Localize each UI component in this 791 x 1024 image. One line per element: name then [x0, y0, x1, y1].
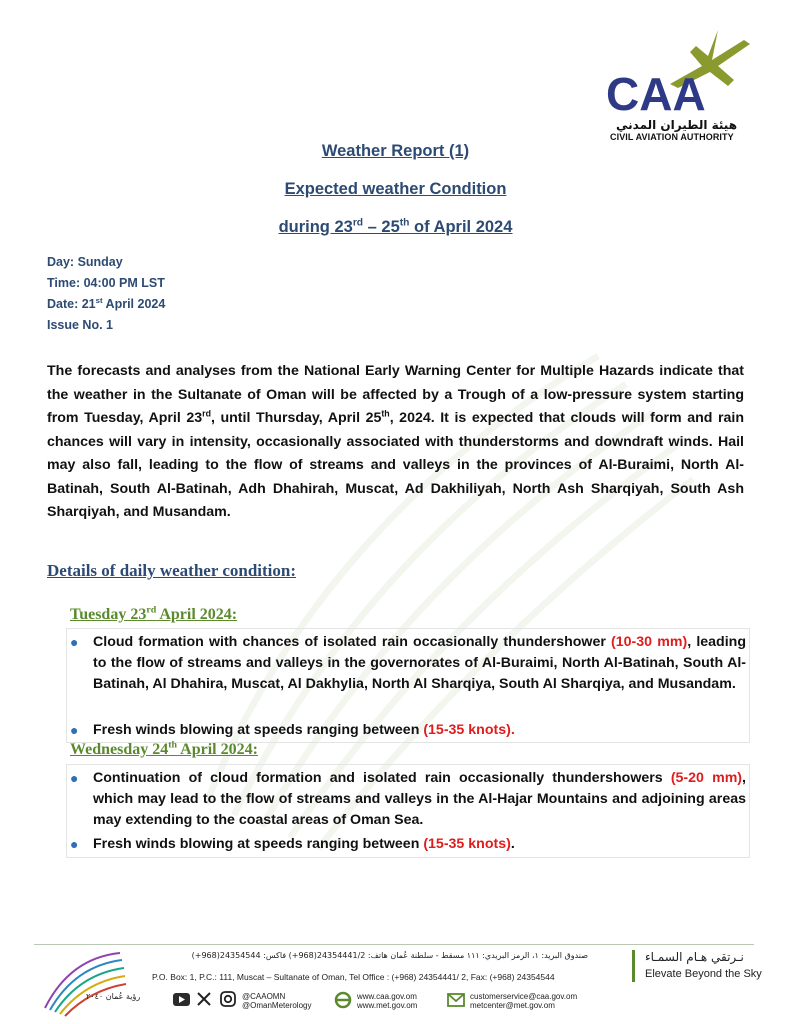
email-links	[470, 992, 577, 1010]
x-twitter-icon[interactable]	[197, 992, 211, 1006]
wednesday-heading: Wednesday 24th April 2024:	[70, 739, 258, 758]
footer-divider	[34, 944, 754, 945]
logo-english-name: CIVIL AVIATION AUTHORITY	[610, 132, 734, 142]
email-link-metcenter[interactable]: metcenter@met.gov.om	[470, 1001, 555, 1010]
bullet-icon: ●	[70, 634, 79, 650]
tuesday-bullet-wind: ● Fresh winds blowing at speeds ranging between (15-35 knots).	[70, 720, 746, 741]
report-subtitle-text: Expected weather Condition	[284, 180, 507, 198]
intro-paragraph: The forecasts and analyses from the National Early Warning Center for Multiple Hazards indicate that the weather in the Sultanate of Oman will be affected by a Trough of a low-pressure system starting from Tuesday, April 23rd, until Thursday, April 25th, 2024. It is expected that clouds will form and rain chances will vary in intensity, occasionally associated with thunderstorms and downdraft winds. Hail may also fall, leading to the flow of streams and valleys in the provinces of Al-Buraimi, North Al-Batinah, South Al-Batinah, Adh Dhahirah, Muscat, Ad Dakhiliyah, North Ash Sharqiyah, South Ash Sharqiyah, and Musandam.	[47, 363, 744, 520]
footer-arabic-address: صندوق البريد: ١، الرمز البريدي: ١١١ مسقط - سلطنة عُمان هاتف: 24354441/2(968+) فاكس: 24354544(968+)	[191, 951, 588, 960]
slogan-arabic: نـرتقي هـام السمـاء	[645, 950, 744, 964]
details-heading: Details of daily weather condition:	[47, 561, 297, 580]
wednesday-bullet-rain: ● Continuation of cloud formation and isolated rain occasionally thundershowers (5-20 mm), which may lead to the flow of streams and valleys in the Al-Hajar Mountains and adjoining areas may extending to the coastal areas of Oman Sea.	[70, 770, 746, 828]
report-title-text: Weather Report (1)	[321, 142, 470, 160]
youtube-icon[interactable]	[173, 993, 190, 1006]
report-period	[0, 218, 791, 237]
footer-address: P.O. Box: 1, P.C.: 111, Muscat – Sultanate of Oman, Tel Office : (+968) 24354441/ 2, Fax: (+968) 24354544	[152, 972, 555, 982]
tuesday-bullet-rain: ● Cloud formation with chances of isolated rain occasionally thundershower (10-30 mm), leading to the flow of streams and valleys in the governorates of Al-Buraimi, North Al-Batinah, South Al-Batinah, Al Dhahira, Muscat, Al Dakhylia, North Al Sharqiya, South Al Sharqiya, and Musandam.	[70, 634, 746, 692]
email-icon	[447, 991, 465, 1009]
social-handle-met[interactable]: @OmanMeterology	[242, 1001, 312, 1010]
web-link-met[interactable]: www.met.gov.om	[357, 1001, 418, 1010]
report-title	[0, 142, 791, 161]
bullet-icon: ●	[70, 836, 79, 852]
slogan-bar	[632, 950, 635, 982]
report-period-text: during 23rd – 25th of April 2024	[278, 217, 513, 236]
meta-time: Time: 04:00 PM LST	[47, 276, 165, 290]
wednesday-bullet-wind: ● Fresh winds blowing at speeds ranging between (15-35 knots).	[70, 834, 746, 855]
instagram-icon[interactable]	[220, 991, 236, 1007]
web-links	[357, 992, 417, 1010]
tuesday-heading: Tuesday 23rd April 2024:	[70, 604, 238, 623]
oman-vision-logo	[40, 948, 128, 1018]
meta-date: Date: 21st April 2024	[47, 295, 166, 311]
caa-logo	[600, 26, 760, 146]
report-subtitle	[0, 180, 791, 199]
meta-day: Day: Sunday	[47, 255, 123, 269]
bullet-icon: ●	[70, 770, 79, 786]
logo-arabic-name: هيئة الطيران المدني	[616, 118, 738, 132]
caa-logo-mark	[600, 26, 760, 121]
meta-issue: Issue No. 1	[47, 318, 113, 332]
bullet-icon: ●	[70, 722, 79, 738]
social-handle-caa[interactable]: @CAAOMN	[242, 992, 286, 1001]
social-handles	[242, 992, 311, 1010]
slogan-english: Elevate Beyond the Sky	[645, 968, 762, 980]
web-link-caa[interactable]: www.caa.gov.om	[357, 992, 417, 1001]
logo-text: CAA	[606, 68, 706, 120]
email-link-customer[interactable]: customerservice@caa.gov.om	[470, 992, 578, 1001]
web-icon	[334, 991, 352, 1009]
vision-text: رؤية عُمان ٢٠٤٠	[86, 992, 141, 1001]
